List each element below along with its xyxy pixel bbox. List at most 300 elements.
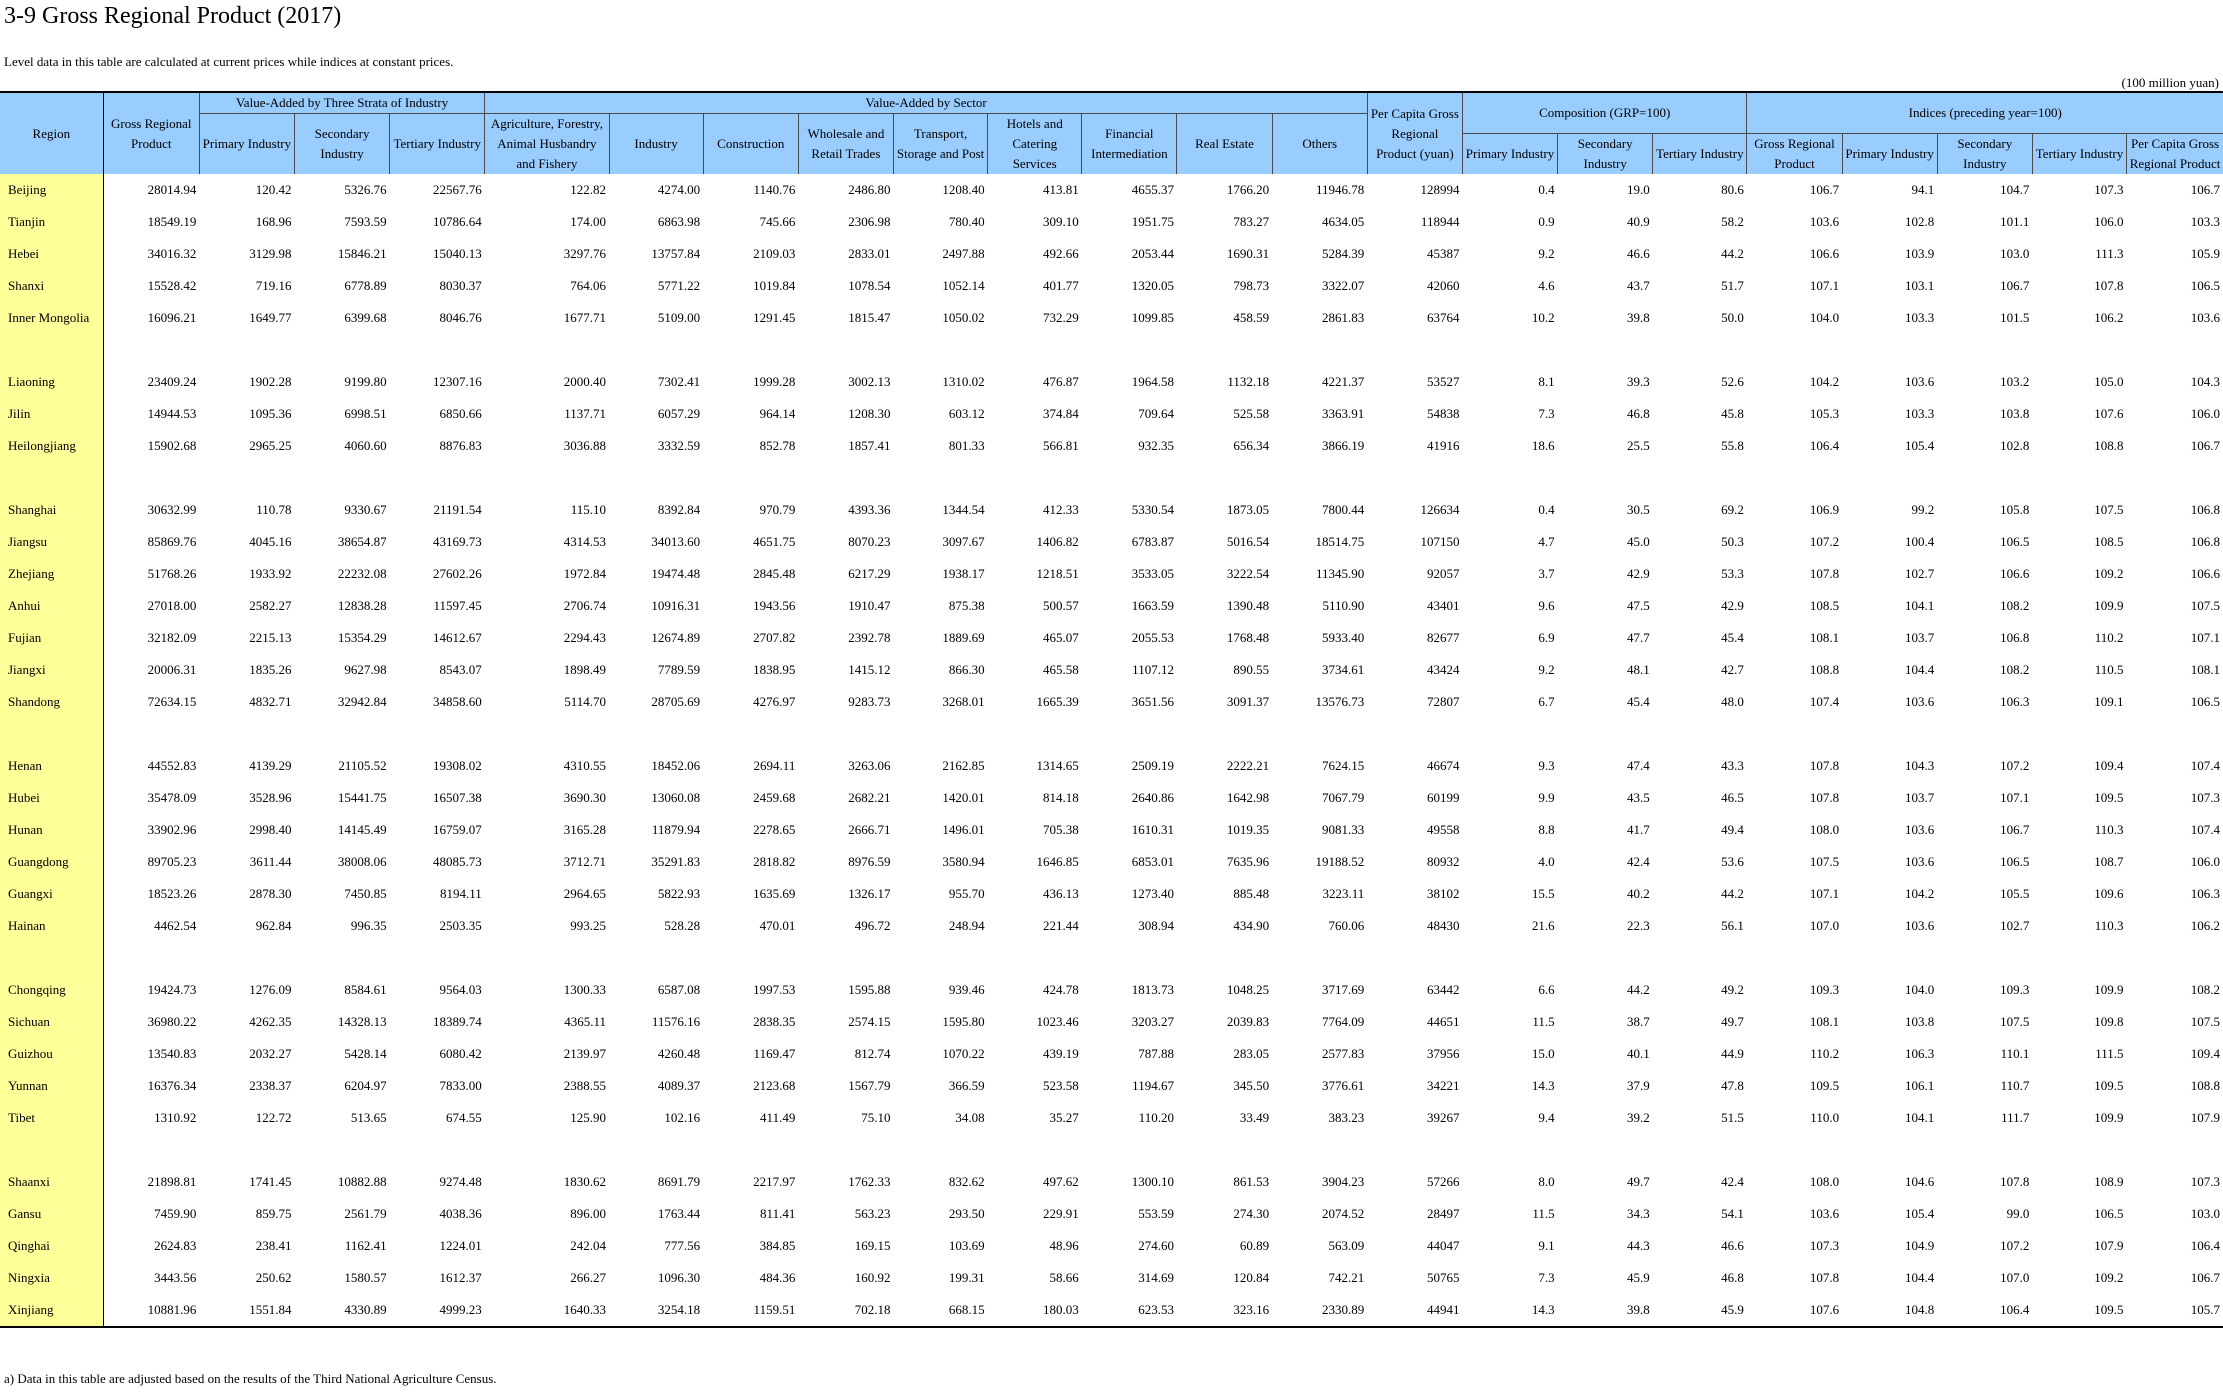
value-cell: 2215.13: [249, 630, 292, 645]
value-cell: 2561.79: [344, 1206, 387, 1221]
value-cell: 63764: [1426, 310, 1460, 325]
value-cell: 955.70: [948, 886, 985, 901]
empty-cell: [103, 718, 199, 750]
value-cell: 19424.73: [147, 982, 197, 997]
value-cell: 8030.37: [439, 278, 482, 293]
value-cell: 107.8: [2000, 1174, 2030, 1189]
value-cell: 7459.90: [154, 1206, 197, 1221]
empty-cell: [103, 334, 199, 366]
table-row: [0, 910, 2223, 942]
table-row: [0, 1038, 2223, 1070]
region-cell: Yunnan: [0, 1070, 103, 1102]
value-cell: 484.36: [759, 1270, 796, 1285]
value-cell: 2053.44: [1131, 246, 1174, 261]
value-cell: 42.9: [1721, 598, 1744, 613]
value-cell: 110.20: [1138, 1110, 1174, 1125]
value-cell: 6863.98: [657, 214, 701, 229]
value-cell: 1390.48: [1226, 598, 1270, 613]
per-capita-header: Per Capita Gross Regional Product (yuan): [1367, 92, 1462, 174]
idx-per-capita-header: Per Capita Gross Regional Product: [2127, 134, 2223, 175]
value-cell: 274.30: [1233, 1206, 1270, 1221]
table-row: [0, 1070, 2223, 1102]
empty-cell: [1272, 942, 1367, 974]
value-cell: 111.5: [2095, 1046, 2124, 1061]
value-cell: 1420.01: [942, 790, 985, 805]
value-cell: 45.0: [1627, 534, 1650, 549]
value-cell: 72634.15: [147, 694, 197, 709]
empty-cell: [1937, 462, 2032, 494]
comp-tertiary-header: Tertiary Industry: [1653, 134, 1747, 175]
value-cell: 5933.40: [1322, 630, 1365, 645]
value-cell: 103.6: [1904, 822, 1935, 837]
value-cell: 3904.23: [1322, 1174, 1365, 1189]
region-header: Region: [0, 92, 103, 174]
table-row: [0, 1006, 2223, 1038]
value-cell: 1677.71: [563, 310, 607, 325]
value-cell: 996.35: [350, 918, 387, 933]
empty-cell: [485, 1134, 609, 1166]
by-sector-header: Value-Added by Sector: [485, 92, 1368, 114]
table-row: [0, 366, 2223, 398]
value-cell: 7302.41: [657, 374, 701, 389]
value-cell: 101.5: [2000, 310, 2030, 325]
value-cell: 105.3: [1809, 406, 1840, 421]
value-cell: 2818.82: [753, 854, 796, 869]
value-cell: 106.5: [2000, 854, 2030, 869]
value-cell: 18549.19: [147, 214, 197, 229]
value-cell: 2706.74: [563, 598, 607, 613]
value-cell: 1857.41: [848, 438, 891, 453]
value-cell: 37956: [1426, 1046, 1460, 1061]
empty-cell: [294, 462, 389, 494]
value-cell: 896.00: [570, 1206, 607, 1221]
value-cell: 7624.15: [1322, 758, 1365, 773]
value-cell: 34221: [1426, 1078, 1460, 1093]
value-cell: 1169.47: [753, 1046, 796, 1061]
value-cell: 35291.83: [651, 854, 701, 869]
value-cell: 46674: [1426, 758, 1460, 773]
value-cell: 1763.44: [657, 1206, 701, 1221]
value-cell: 15902.68: [147, 438, 197, 453]
value-cell: 2666.71: [848, 822, 891, 837]
value-cell: 106.6: [2000, 566, 2030, 581]
three-strata-header: Value-Added by Three Strata of Industry: [199, 92, 484, 114]
value-cell: 120.84: [1233, 1270, 1270, 1285]
value-cell: 2998.40: [249, 822, 292, 837]
empty-cell: [199, 334, 294, 366]
value-cell: 4089.37: [657, 1078, 701, 1093]
financial-header: Financial Intermediation: [1082, 114, 1177, 175]
empty-cell: [1462, 718, 1557, 750]
value-cell: 169.15: [854, 1238, 891, 1253]
table-row: [0, 622, 2223, 654]
value-cell: 33.49: [1239, 1110, 1270, 1125]
value-cell: 38102: [1426, 886, 1460, 901]
value-cell: 103.7: [1904, 790, 1935, 805]
region-cell: [0, 1134, 103, 1166]
region-cell: Zhejiang: [0, 558, 103, 590]
value-cell: 104.8: [1842, 1294, 1937, 1327]
empty-cell: [199, 942, 294, 974]
value-cell: 1218.51: [1036, 566, 1079, 581]
value-cell: 106.3: [1904, 1046, 1935, 1061]
value-cell: 107.6: [2094, 406, 2124, 421]
value-cell: 101.1: [2000, 214, 2030, 229]
value-cell: 5771.22: [657, 278, 701, 293]
region-cell: Sichuan: [0, 1006, 103, 1038]
value-cell: 75.10: [861, 1110, 891, 1125]
value-cell: 106.5: [2000, 534, 2030, 549]
table-row: [0, 206, 2223, 238]
value-cell: 9627.98: [344, 662, 387, 677]
value-cell: 50.3: [1721, 534, 1744, 549]
value-cell: 23409.24: [147, 374, 197, 389]
value-cell: 125.90: [570, 1110, 607, 1125]
empty-cell: [485, 718, 609, 750]
value-cell: 1766.20: [1226, 182, 1270, 197]
indices-header: Indices (preceding year=100): [1747, 92, 2223, 134]
value-cell: 1910.47: [848, 598, 891, 613]
empty-cell: [2032, 1134, 2126, 1166]
value-cell: 932.35: [1138, 438, 1174, 453]
value-cell: 18.6: [1531, 438, 1555, 453]
value-cell: 293.50: [948, 1206, 985, 1221]
idx-tertiary-header: Tertiary Industry: [2032, 134, 2126, 175]
value-cell: 801.33: [948, 438, 985, 453]
value-cell: 345.50: [1233, 1078, 1270, 1093]
comp-secondary-header: Secondary Industry: [1558, 134, 1653, 175]
value-cell: 4330.89: [294, 1294, 389, 1327]
value-cell: 3322.07: [1322, 278, 1365, 293]
empty-cell: [2032, 334, 2126, 366]
value-cell: 6.9: [1538, 630, 1555, 645]
empty-cell: [1462, 462, 1557, 494]
value-cell: 107.9: [2190, 1110, 2220, 1125]
empty-cell: [703, 334, 798, 366]
value-cell: 13757.84: [651, 246, 701, 261]
value-cell: 2109.03: [753, 246, 796, 261]
group-spacer: [0, 334, 2223, 366]
value-cell: 2497.88: [942, 246, 985, 261]
value-cell: 104.2: [1904, 886, 1935, 901]
value-cell: 2574.15: [848, 1014, 891, 1029]
empty-cell: [798, 462, 893, 494]
value-cell: 500.57: [1043, 598, 1079, 613]
value-cell: 9.6: [1538, 598, 1555, 613]
value-cell: 109.3: [2000, 982, 2030, 997]
value-cell: 109.5: [2032, 1294, 2126, 1327]
empty-cell: [1653, 462, 1747, 494]
empty-cell: [1367, 718, 1462, 750]
value-cell: 811.41: [760, 1206, 796, 1221]
empty-cell: [703, 718, 798, 750]
value-cell: 108.1: [1809, 1014, 1840, 1029]
value-cell: 383.23: [1328, 1110, 1365, 1125]
empty-cell: [2032, 462, 2126, 494]
value-cell: 103.3: [1904, 406, 1935, 421]
value-cell: 4462.54: [154, 918, 197, 933]
empty-cell: [294, 718, 389, 750]
value-cell: 1019.84: [753, 278, 796, 293]
composition-header: Composition (GRP=100): [1462, 92, 1746, 134]
value-cell: 55.8: [1721, 438, 1744, 453]
empty-cell: [390, 1134, 485, 1166]
value-cell: 12838.28: [337, 598, 387, 613]
empty-cell: [1558, 718, 1653, 750]
value-cell: 54838: [1426, 406, 1460, 421]
value-cell: 103.6: [1904, 374, 1935, 389]
value-cell: 4274.00: [657, 182, 701, 197]
value-cell: 1496.01: [942, 822, 985, 837]
value-cell: 2074.52: [1322, 1206, 1365, 1221]
value-cell: 103.2: [2000, 374, 2030, 389]
value-cell: 42.4: [1627, 854, 1650, 869]
value-cell: 1415.12: [848, 662, 891, 677]
value-cell: 513.65: [350, 1110, 387, 1125]
value-cell: 11946.78: [1316, 182, 1365, 197]
value-cell: 2577.83: [1322, 1046, 1365, 1061]
value-cell: 424.78: [1043, 982, 1079, 997]
empty-cell: [1367, 334, 1462, 366]
value-cell: 40.2: [1627, 886, 1650, 901]
empty-cell: [798, 718, 893, 750]
value-cell: 40.9: [1627, 214, 1650, 229]
value-cell: 107.5: [2190, 598, 2220, 613]
value-cell: 104.6: [1904, 1174, 1935, 1189]
region-cell: Xinjiang: [0, 1294, 103, 1327]
value-cell: 107.4: [2190, 758, 2220, 773]
value-cell: 43424: [1426, 662, 1460, 677]
value-cell: 2055.53: [1131, 630, 1174, 645]
value-cell: 6217.29: [848, 566, 891, 581]
region-cell: Beijing: [0, 174, 103, 206]
value-cell: 3129.98: [249, 246, 292, 261]
idx-primary-header: Primary Industry: [1842, 134, 1937, 175]
value-cell: 52.6: [1721, 374, 1744, 389]
value-cell: 107.2: [1809, 534, 1840, 549]
group-spacer: [0, 718, 2223, 750]
value-cell: 1137.71: [564, 406, 607, 421]
value-cell: 3533.05: [1131, 566, 1174, 581]
empty-cell: [2032, 942, 2126, 974]
value-cell: 103.6: [1809, 214, 1840, 229]
value-cell: 10786.64: [433, 214, 482, 229]
table-row: [0, 878, 2223, 910]
value-cell: 6204.97: [344, 1078, 387, 1093]
value-cell: 109.5: [2094, 790, 2124, 805]
value-cell: 7.3: [1538, 1270, 1555, 1285]
value-cell: 69.2: [1721, 502, 1744, 517]
value-cell: 47.8: [1721, 1078, 1744, 1093]
value-cell: 1595.88: [848, 982, 891, 997]
value-cell: 523.58: [1043, 1078, 1079, 1093]
value-cell: 3297.76: [563, 246, 607, 261]
value-cell: 103.9: [1904, 246, 1935, 261]
region-cell: Chongqing: [0, 974, 103, 1006]
empty-cell: [2127, 462, 2223, 494]
value-cell: 1999.28: [753, 374, 796, 389]
value-cell: 104.3: [2190, 374, 2220, 389]
value-cell: 2294.43: [563, 630, 607, 645]
value-cell: 497.62: [1043, 1174, 1079, 1189]
value-cell: 11597.45: [433, 598, 482, 613]
value-cell: 103.6: [1809, 1206, 1840, 1221]
region-cell: Tianjin: [0, 206, 103, 238]
value-cell: 6080.42: [439, 1046, 482, 1061]
empty-cell: [1842, 334, 1937, 366]
value-cell: 41916: [1426, 438, 1460, 453]
value-cell: 92057: [1426, 566, 1460, 581]
value-cell: 1830.62: [563, 1174, 607, 1189]
value-cell: 107.6: [1747, 1294, 1842, 1327]
value-cell: 742.21: [1328, 1270, 1365, 1285]
value-cell: 108.9: [2094, 1174, 2124, 1189]
value-cell: 109.3: [1809, 982, 1840, 997]
value-cell: 15.0: [1531, 1046, 1555, 1061]
value-cell: 4139.29: [249, 758, 292, 773]
value-cell: 107.8: [1809, 758, 1840, 773]
value-cell: 3443.56: [154, 1270, 197, 1285]
value-cell: 4634.05: [1322, 214, 1365, 229]
value-cell: 3611.44: [249, 854, 292, 869]
value-cell: 45387: [1426, 246, 1460, 261]
value-cell: 4832.71: [249, 694, 292, 709]
value-cell: 3866.19: [1322, 438, 1365, 453]
empty-cell: [988, 942, 1082, 974]
value-cell: 104.1: [1904, 1110, 1935, 1125]
value-cell: 43.7: [1627, 278, 1650, 293]
value-cell: 109.2: [2094, 566, 2124, 581]
value-cell: 107150: [1420, 534, 1460, 549]
region-cell: Liaoning: [0, 366, 103, 398]
value-cell: 106.2: [2094, 310, 2124, 325]
value-cell: 1048.25: [1226, 982, 1270, 997]
region-cell: Hubei: [0, 782, 103, 814]
value-cell: 103.6: [1904, 918, 1935, 933]
empty-cell: [609, 942, 703, 974]
value-cell: 110.2: [1810, 1046, 1840, 1061]
value-cell: 2000.40: [563, 374, 607, 389]
value-cell: 3036.88: [563, 438, 607, 453]
value-cell: 384.85: [759, 1238, 796, 1253]
value-cell: 44552.83: [147, 758, 197, 773]
value-cell: 10.2: [1531, 310, 1555, 325]
value-cell: 1889.69: [942, 630, 985, 645]
value-cell: 21898.81: [147, 1174, 197, 1189]
value-cell: 9.2: [1538, 662, 1555, 677]
value-cell: 1276.09: [249, 982, 292, 997]
table-row: [0, 558, 2223, 590]
value-cell: 10882.88: [337, 1174, 387, 1189]
value-cell: 109.4: [2190, 1046, 2220, 1061]
value-cell: 11345.90: [1316, 566, 1365, 581]
value-cell: 2964.65: [563, 886, 607, 901]
value-cell: 3717.69: [1322, 982, 1365, 997]
value-cell: 832.62: [948, 1174, 985, 1189]
value-cell: 1019.35: [1226, 822, 1270, 837]
table-row: [0, 686, 2223, 718]
value-cell: 8.8: [1538, 822, 1555, 837]
value-cell: 4.6: [1538, 278, 1555, 293]
value-cell: 106.8: [2190, 534, 2220, 549]
value-cell: 2503.35: [439, 918, 482, 933]
empty-cell: [1082, 1134, 1177, 1166]
value-cell: 104.4: [1904, 1270, 1935, 1285]
value-cell: 436.13: [1043, 886, 1079, 901]
value-cell: 109.1: [2094, 694, 2124, 709]
value-cell: 266.27: [570, 1270, 607, 1285]
region-cell: Guangdong: [0, 846, 103, 878]
value-cell: 3268.01: [942, 694, 985, 709]
value-cell: 798.73: [1233, 278, 1270, 293]
value-cell: 221.44: [1043, 918, 1079, 933]
value-cell: 11.5: [1532, 1206, 1555, 1221]
empty-cell: [390, 334, 485, 366]
region-cell: Ningxia: [0, 1262, 103, 1294]
value-cell: 46.8: [1721, 1270, 1744, 1285]
value-cell: 1406.82: [1036, 534, 1079, 549]
value-cell: 106.7: [1809, 182, 1840, 197]
group-spacer: [0, 462, 2223, 494]
value-cell: 44047: [1426, 1238, 1460, 1253]
table-row: [0, 398, 2223, 430]
secondary-header: Secondary Industry: [294, 114, 389, 175]
value-cell: 563.09: [1328, 1238, 1365, 1253]
agriculture-header: Agriculture, Forestry, Animal Husbandry and Fishery: [485, 114, 609, 175]
value-cell: 109.9: [2094, 598, 2124, 613]
value-cell: 46.8: [1627, 406, 1650, 421]
tertiary-header: Tertiary Industry: [390, 114, 485, 175]
value-cell: 1551.84: [199, 1294, 294, 1327]
value-cell: 890.55: [1233, 662, 1270, 677]
value-cell: 103.8: [2000, 406, 2030, 421]
value-cell: 15.5: [1531, 886, 1555, 901]
comp-primary-header: Primary Industry: [1462, 134, 1557, 175]
value-cell: 2509.19: [1131, 758, 1174, 773]
value-cell: 13540.83: [147, 1046, 197, 1061]
empty-cell: [1937, 334, 2032, 366]
value-cell: 566.81: [1043, 438, 1079, 453]
value-cell: 126634: [1420, 502, 1460, 517]
value-cell: 4.0: [1538, 854, 1555, 869]
empty-cell: [390, 718, 485, 750]
value-cell: 106.0: [2190, 854, 2220, 869]
value-cell: 107.3: [1809, 1238, 1840, 1253]
value-cell: 107.0: [2000, 1270, 2030, 1285]
value-cell: 14.3: [1531, 1078, 1555, 1093]
group-spacer: [0, 942, 2223, 974]
value-cell: 3528.96: [249, 790, 292, 805]
value-cell: 111.3: [2095, 246, 2124, 261]
table-row: [0, 1262, 2223, 1294]
value-cell: 49.4: [1721, 822, 1744, 837]
value-cell: 8.0: [1538, 1174, 1555, 1189]
empty-cell: [390, 942, 485, 974]
value-cell: 115.10: [570, 502, 607, 517]
empty-cell: [1558, 942, 1653, 974]
value-cell: 1665.39: [1036, 694, 1079, 709]
value-cell: 3097.67: [942, 534, 985, 549]
region-cell: Shandong: [0, 686, 103, 718]
value-cell: 812.74: [854, 1046, 891, 1061]
value-cell: 168.96: [255, 214, 292, 229]
value-cell: 412.33: [1043, 502, 1079, 517]
value-cell: 53.6: [1721, 854, 1744, 869]
empty-cell: [485, 942, 609, 974]
value-cell: 107.3: [2094, 182, 2124, 197]
value-cell: 16376.34: [147, 1078, 197, 1093]
value-cell: 2123.68: [753, 1078, 796, 1093]
